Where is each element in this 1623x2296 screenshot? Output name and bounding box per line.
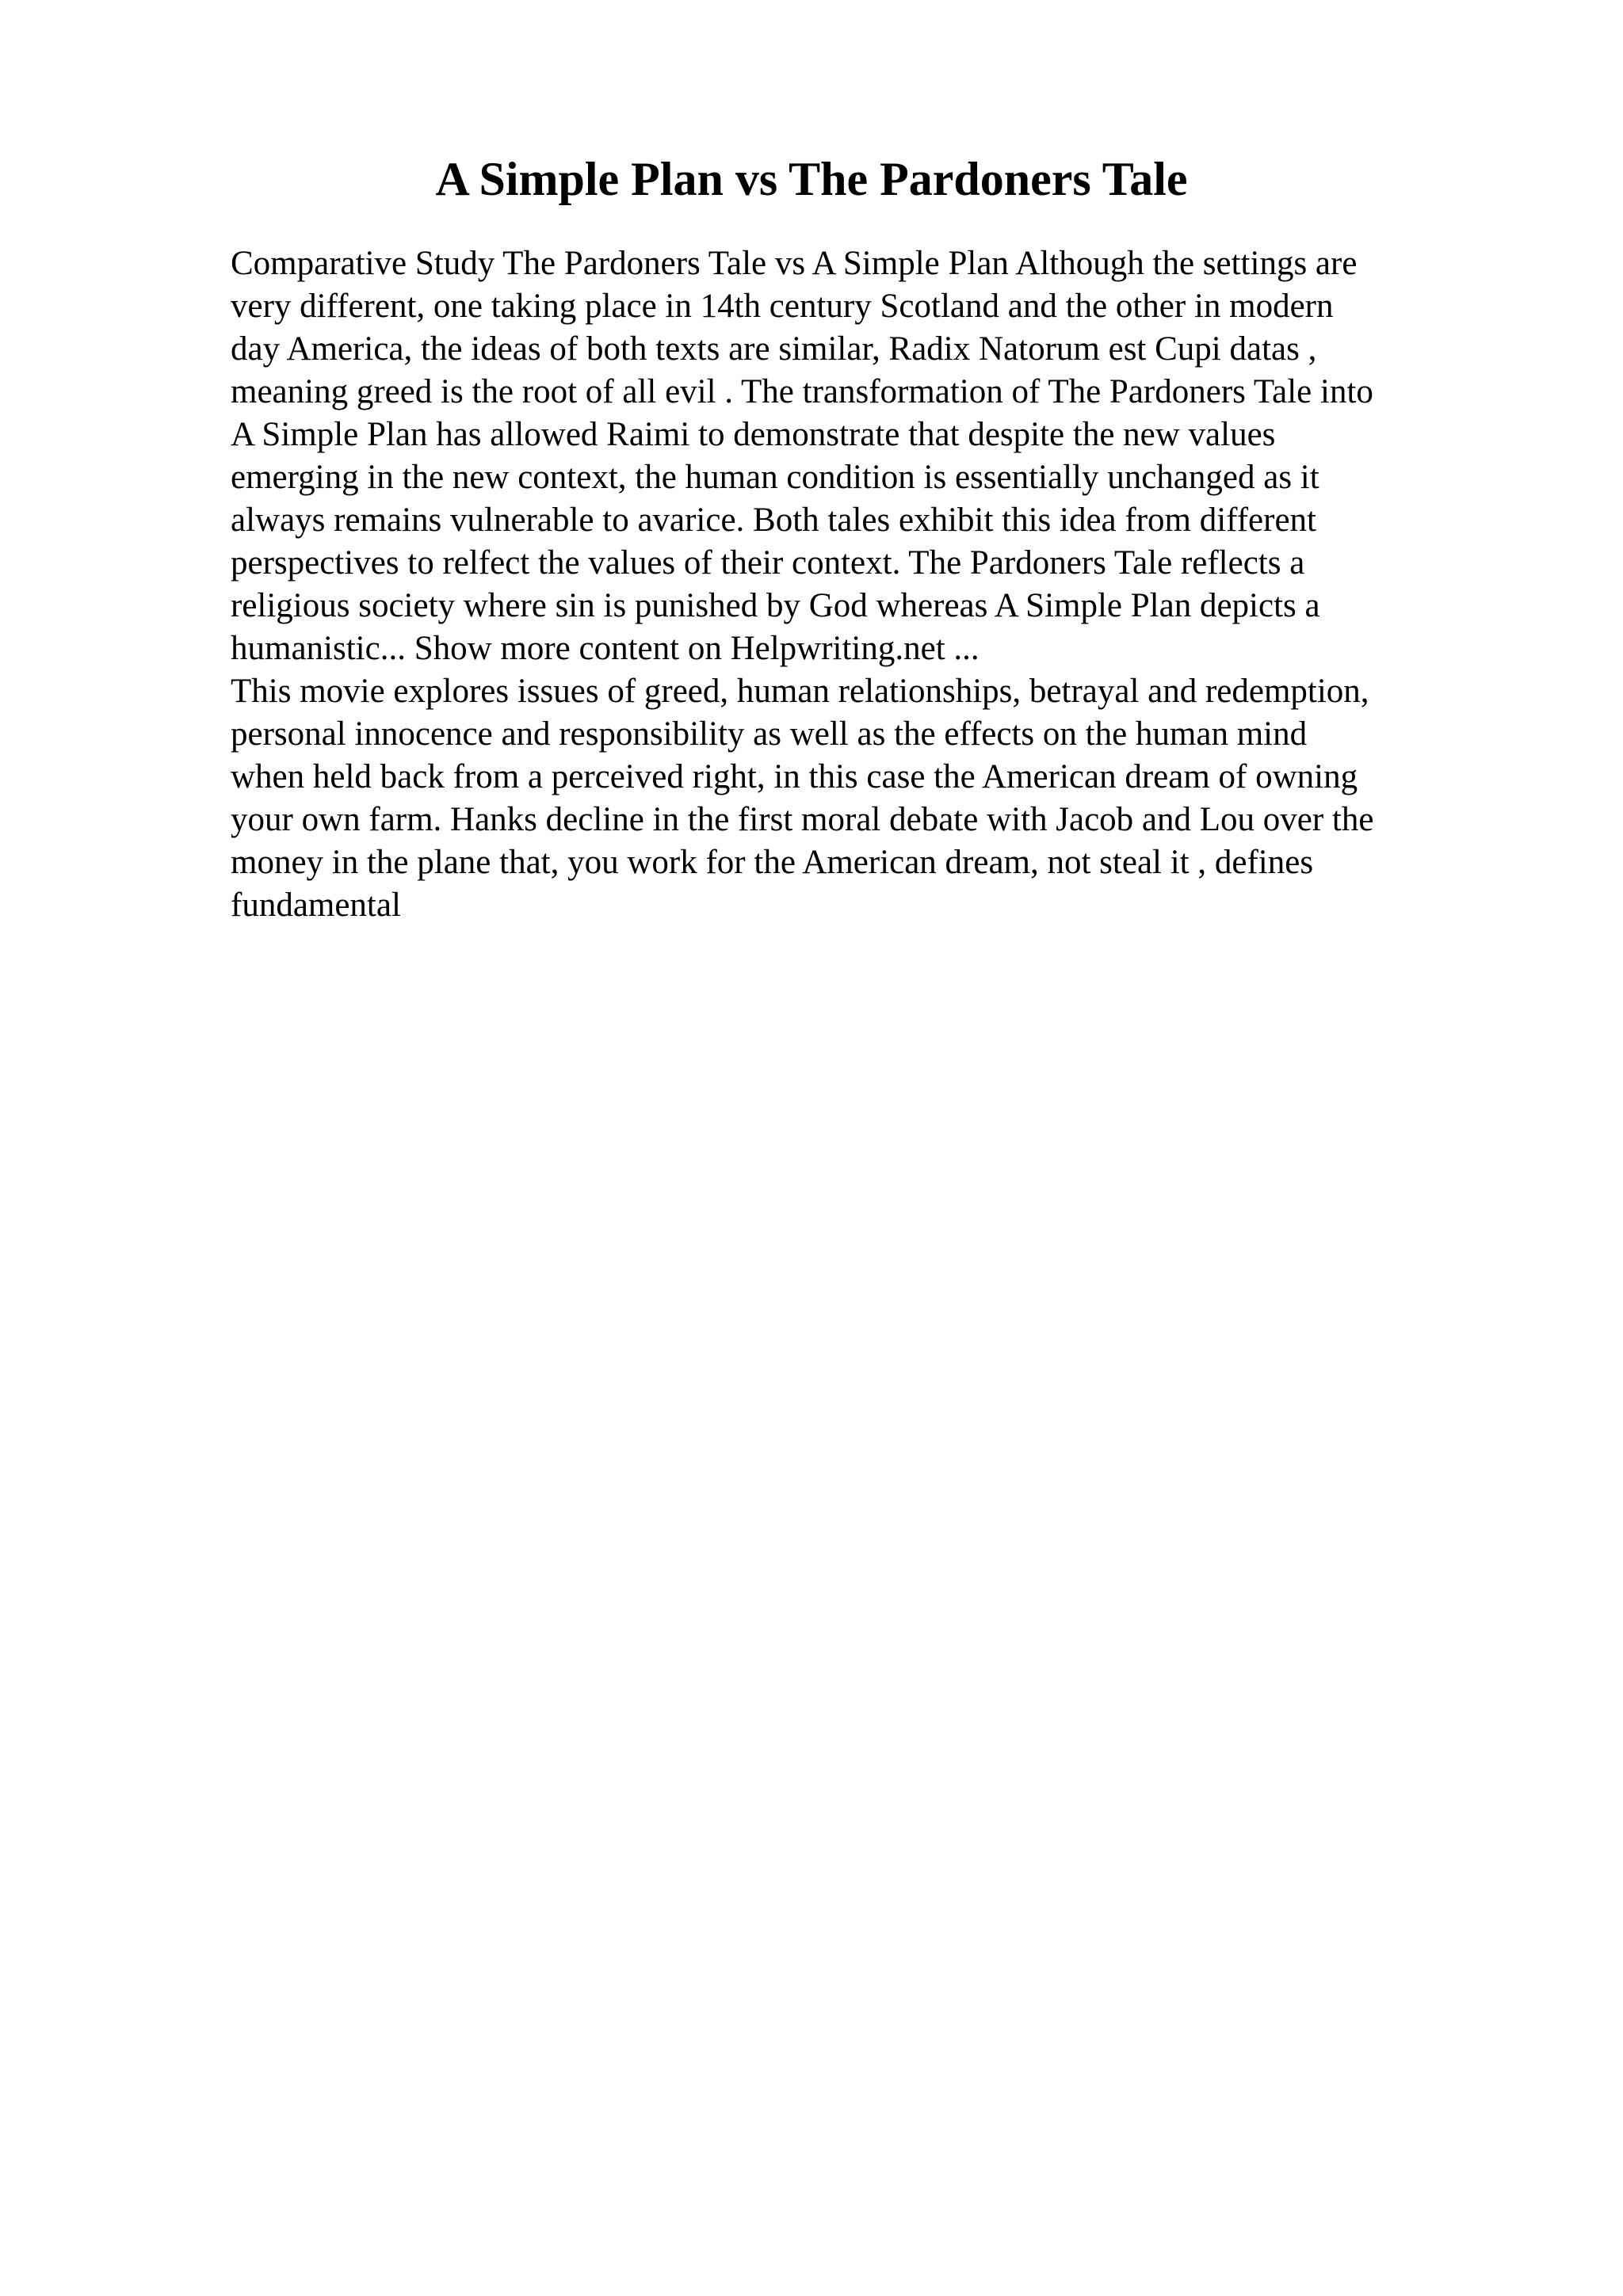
- text-line: A Simple Plan has allowed Raimi to demonstrate that despite the new values: [231, 416, 1276, 453]
- text-line: Comparative Study The Pardoners Tale vs A Simple Plan Although the settings are: [231, 245, 1358, 282]
- document-body: [231, 242, 1499, 927]
- text-line: when held back from a perceived right, in this case the American dream of owning: [231, 758, 1358, 795]
- text-line: day America, the ideas of both texts are similar, Radix Natorum est Cupi datas ,: [231, 330, 1317, 368]
- text-line: meaning greed is the root of all evil . The transformation of The Pardoners Tale into: [231, 373, 1373, 410]
- text-line: your own farm. Hanks decline in the first moral debate with Jacob and Lou over the: [231, 801, 1374, 838]
- text-line: always remains vulnerable to avarice. Both tales exhibit this idea from different: [231, 502, 1316, 539]
- text-line: religious society where sin is punished by God whereas A Simple Plan depicts a: [231, 587, 1320, 624]
- text-line: humanistic... Show more content on Helpwriting.net ...: [231, 630, 980, 667]
- text-line: perspectives to relfect the values of their context. The Pardoners Tale reflects a: [231, 544, 1305, 582]
- text-line: very different, one taking place in 14th century Scotland and the other in modern: [231, 288, 1334, 325]
- paragraph-1: [231, 242, 1499, 670]
- document-title: A Simple Plan vs The Pardoners Tale: [435, 153, 1188, 205]
- text-line: This movie explores issues of greed, human relationships, betrayal and redemption,: [231, 673, 1369, 710]
- text-line: personal innocence and responsibility as well as the effects on the human mind: [231, 715, 1308, 753]
- text-line: money in the plane that, you work for the American dream, not steal it , defines: [231, 844, 1314, 881]
- text-line: fundamental: [231, 887, 401, 924]
- text-line: emerging in the new context, the human condition is essentially unchanged as it: [231, 459, 1319, 496]
- paragraph-2: [231, 670, 1499, 927]
